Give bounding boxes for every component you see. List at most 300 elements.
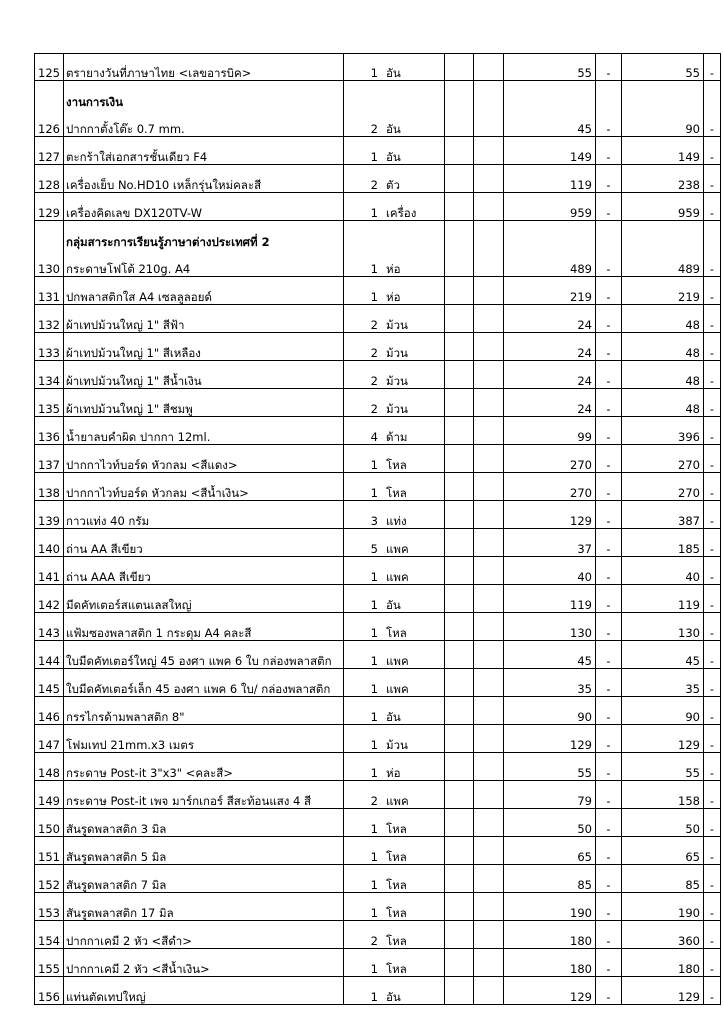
unit-price: 270 (504, 445, 596, 473)
total-amount: 90 (622, 697, 704, 725)
empty-cell (445, 333, 474, 361)
empty-cell (445, 641, 474, 669)
quantity-unit-cell (344, 949, 445, 977)
unit-price-satang: - (596, 837, 622, 865)
item-name: กรรไกรด้ามพลาสติก 8" (66, 710, 185, 724)
total-amount: 48 (622, 361, 704, 389)
unit-price-satang: - (596, 725, 622, 753)
total-satang: - (704, 669, 721, 697)
total-satang: - (704, 417, 721, 445)
unit-price: 24 (504, 333, 596, 361)
item-description-cell (64, 165, 344, 193)
empty-cell (474, 977, 504, 1005)
quantity-unit-cell (344, 809, 445, 837)
item-description-cell (64, 277, 344, 305)
unit-price: 180 (504, 921, 596, 949)
quantity: 1 (370, 66, 378, 80)
total-amount: 48 (622, 305, 704, 333)
empty-cell (474, 641, 504, 669)
empty-cell (445, 501, 474, 529)
quantity: 1 (370, 990, 378, 1004)
empty-cell (474, 697, 504, 725)
empty-cell (474, 585, 504, 613)
total-amount: 130 (622, 613, 704, 641)
item-name: สันรูดพลาสติก 3 มิล (66, 822, 167, 836)
quantity: 2 (370, 402, 378, 416)
total-satang: - (704, 529, 721, 557)
empty-cell (474, 501, 504, 529)
table-row (35, 585, 721, 613)
empty-cell (474, 893, 504, 921)
unit: แพค (386, 542, 409, 556)
quantity-unit-cell (344, 277, 445, 305)
total-amount: 65 (622, 837, 704, 865)
table-row (35, 137, 721, 165)
quantity-unit-cell (344, 137, 445, 165)
unit-price-satang: - (596, 137, 622, 165)
quantity: 2 (370, 346, 378, 360)
unit: อัน (386, 598, 401, 612)
empty-cell (474, 753, 504, 781)
total-satang: - (704, 54, 721, 81)
item-description-cell (64, 389, 344, 417)
table-row (35, 361, 721, 389)
table-row (35, 389, 721, 417)
row-number: 126 (35, 81, 64, 137)
quantity: 4 (370, 430, 378, 444)
unit: ตัว (386, 178, 400, 192)
empty-cell (474, 669, 504, 697)
empty-cell (474, 305, 504, 333)
row-number: 153 (35, 893, 64, 921)
total-amount: 219 (622, 277, 704, 305)
total-satang: - (704, 697, 721, 725)
row-number: 136 (35, 417, 64, 445)
table-row (35, 669, 721, 697)
row-number: 130 (35, 221, 64, 277)
table-row (35, 221, 721, 277)
total-amount: 959 (622, 193, 704, 221)
item-description-cell (64, 445, 344, 473)
unit-price: 219 (504, 277, 596, 305)
item-name: โฟมเทป 21mm.x3 เมตร (66, 738, 194, 752)
item-description-cell (64, 333, 344, 361)
quantity: 1 (370, 962, 378, 976)
unit-price: 149 (504, 137, 596, 165)
empty-cell (445, 277, 474, 305)
unit-price: 130 (504, 613, 596, 641)
item-description-cell (64, 221, 344, 277)
item-description-cell (64, 865, 344, 893)
quantity-unit-cell (344, 389, 445, 417)
quantity-unit-cell (344, 837, 445, 865)
unit-price: 489 (504, 221, 596, 277)
item-name: ถ่าน AAA สีเขียว (66, 570, 151, 584)
unit-price-satang: - (596, 949, 622, 977)
unit: อัน (386, 122, 401, 136)
item-name: มีดคัทเตอร์สแตนเลสใหญ่ (66, 598, 192, 612)
item-name: ผ้าเทปม้วนใหญ่ 1" สีชมพู (66, 402, 193, 416)
item-name: ปากกาเคมี 2 หัว <สีน้ำเงิน> (66, 962, 210, 976)
row-number: 149 (35, 781, 64, 809)
total-satang: - (704, 361, 721, 389)
table-row (35, 333, 721, 361)
total-satang: - (704, 501, 721, 529)
unit-price: 50 (504, 809, 596, 837)
table-row (35, 417, 721, 445)
unit-price-satang: - (596, 501, 622, 529)
total-amount: 270 (622, 445, 704, 473)
empty-cell (445, 921, 474, 949)
empty-cell (474, 613, 504, 641)
total-satang: - (704, 865, 721, 893)
quantity-unit-cell (344, 613, 445, 641)
empty-cell (445, 781, 474, 809)
unit: แท่ง (386, 514, 407, 528)
row-number: 134 (35, 361, 64, 389)
total-amount: 35 (622, 669, 704, 697)
quantity: 1 (370, 598, 378, 612)
item-description-cell (64, 305, 344, 333)
total-amount: 489 (622, 221, 704, 277)
empty-cell (445, 193, 474, 221)
empty-cell (474, 361, 504, 389)
quantity-unit-cell (344, 361, 445, 389)
unit-price-satang: - (596, 333, 622, 361)
row-number: 147 (35, 725, 64, 753)
quantity: 1 (370, 850, 378, 864)
total-amount: 119 (622, 585, 704, 613)
empty-cell (474, 529, 504, 557)
quantity-unit-cell (344, 473, 445, 501)
quantity-unit-cell (344, 753, 445, 781)
item-description-cell (64, 893, 344, 921)
total-amount: 90 (622, 81, 704, 137)
empty-cell (445, 893, 474, 921)
total-satang: - (704, 725, 721, 753)
quantity-unit-cell (344, 893, 445, 921)
empty-cell (474, 165, 504, 193)
total-satang: - (704, 305, 721, 333)
total-amount: 129 (622, 725, 704, 753)
empty-cell (474, 809, 504, 837)
unit-price: 90 (504, 697, 596, 725)
row-number: 154 (35, 921, 64, 949)
empty-cell (445, 54, 474, 81)
unit-price: 180 (504, 949, 596, 977)
row-number: 156 (35, 977, 64, 1005)
unit: อัน (386, 66, 401, 80)
row-number: 128 (35, 165, 64, 193)
unit: อัน (386, 990, 401, 1004)
empty-cell (445, 361, 474, 389)
table-row (35, 949, 721, 977)
item-description-cell (64, 473, 344, 501)
item-description-cell (64, 949, 344, 977)
item-description-cell (64, 809, 344, 837)
unit: เครื่อง (386, 206, 417, 220)
unit-price-satang: - (596, 305, 622, 333)
quantity-unit-cell (344, 977, 445, 1005)
empty-cell (445, 389, 474, 417)
total-amount: 360 (622, 921, 704, 949)
row-number: 127 (35, 137, 64, 165)
item-name: ผ้าเทปม้วนใหญ่ 1" สีฟ้า (66, 318, 185, 332)
unit-price: 35 (504, 669, 596, 697)
unit-price: 119 (504, 165, 596, 193)
row-number: 131 (35, 277, 64, 305)
quantity: 1 (370, 822, 378, 836)
quantity-unit-cell (344, 221, 445, 277)
total-amount: 129 (622, 977, 704, 1005)
unit-price-satang: - (596, 921, 622, 949)
item-name: ผ้าเทปม้วนใหญ่ 1" สีน้ำเงิน (66, 374, 202, 388)
unit-price-satang: - (596, 277, 622, 305)
row-number: 133 (35, 333, 64, 361)
row-number: 148 (35, 753, 64, 781)
unit: ม้วน (386, 738, 408, 752)
unit-price-satang: - (596, 977, 622, 1005)
total-satang: - (704, 137, 721, 165)
total-amount: 190 (622, 893, 704, 921)
quantity: 1 (370, 570, 378, 584)
item-description-cell (64, 781, 344, 809)
quantity-unit-cell (344, 921, 445, 949)
unit-price-satang: - (596, 221, 622, 277)
unit: โหล (386, 878, 407, 892)
table-row (35, 81, 721, 137)
item-description-cell (64, 613, 344, 641)
unit-price: 129 (504, 501, 596, 529)
empty-cell (474, 333, 504, 361)
quantity: 1 (370, 486, 378, 500)
quantity: 2 (370, 934, 378, 948)
unit: ห่อ (386, 290, 401, 304)
item-name: กระดาษ Post-it 3"x3" <คละสี> (66, 766, 233, 780)
quantity-unit-cell (344, 725, 445, 753)
unit: โหล (386, 626, 407, 640)
unit-price: 24 (504, 305, 596, 333)
unit-price-satang: - (596, 557, 622, 585)
item-description-cell (64, 977, 344, 1005)
empty-cell (474, 417, 504, 445)
item-name: เครื่องคิดเลข DX120TV-W (66, 206, 202, 220)
unit: โหล (386, 906, 407, 920)
table-row (35, 445, 721, 473)
quantity: 2 (370, 374, 378, 388)
empty-cell (445, 697, 474, 725)
quantity: 2 (370, 178, 378, 192)
table-row (35, 725, 721, 753)
quantity: 3 (370, 514, 378, 528)
table-row (35, 977, 721, 1005)
quantity-unit-cell (344, 81, 445, 137)
row-number: 146 (35, 697, 64, 725)
table-row (35, 809, 721, 837)
unit: โหล (386, 934, 407, 948)
table-row (35, 193, 721, 221)
quantity: 2 (370, 318, 378, 332)
unit: แพค (386, 570, 409, 584)
item-description-cell (64, 753, 344, 781)
unit: โหล (386, 486, 407, 500)
table-row (35, 529, 721, 557)
quantity-unit-cell (344, 781, 445, 809)
total-amount: 270 (622, 473, 704, 501)
item-name: กระดาษ Post-it เพจ มาร์กเกอร์ สีสะท้อนแสง 4 สี (66, 794, 312, 808)
unit-price: 119 (504, 585, 596, 613)
row-number: 143 (35, 613, 64, 641)
item-name: สันรูดพลาสติก 5 มิล (66, 850, 167, 864)
item-name: แท่นตัดเทปใหญ่ (66, 990, 146, 1004)
empty-cell (445, 669, 474, 697)
quantity-unit-cell (344, 641, 445, 669)
quantity-unit-cell (344, 417, 445, 445)
total-satang: - (704, 277, 721, 305)
empty-cell (474, 81, 504, 137)
row-number: 132 (35, 305, 64, 333)
item-name: ปกพลาสติกใส A4 เซลลูลอยด์ (66, 290, 212, 304)
quantity: 1 (370, 654, 378, 668)
unit-price-satang: - (596, 809, 622, 837)
unit: โหล (386, 822, 407, 836)
item-name: ผ้าเทปม้วนใหญ่ 1" สีเหลือง (66, 346, 201, 360)
table-row (35, 921, 721, 949)
quantity-unit-cell (344, 305, 445, 333)
item-description-cell (64, 501, 344, 529)
quantity-unit-cell (344, 165, 445, 193)
quantity-unit-cell (344, 333, 445, 361)
total-amount: 396 (622, 417, 704, 445)
empty-cell (445, 81, 474, 137)
unit: ด้าม (386, 430, 408, 444)
unit-price-satang: - (596, 473, 622, 501)
total-satang: - (704, 753, 721, 781)
unit-price-satang: - (596, 361, 622, 389)
total-amount: 387 (622, 501, 704, 529)
quantity: 1 (370, 458, 378, 472)
row-number: 145 (35, 669, 64, 697)
unit: ห่อ (386, 262, 401, 276)
unit-price: 190 (504, 893, 596, 921)
empty-cell (474, 473, 504, 501)
quantity-unit-cell (344, 193, 445, 221)
table-row (35, 277, 721, 305)
item-description-cell (64, 669, 344, 697)
unit-price-satang: - (596, 54, 622, 81)
total-satang: - (704, 473, 721, 501)
unit: ห่อ (386, 766, 401, 780)
empty-cell (445, 585, 474, 613)
item-description-cell (64, 641, 344, 669)
total-satang: - (704, 193, 721, 221)
total-amount: 85 (622, 865, 704, 893)
total-satang: - (704, 389, 721, 417)
total-satang: - (704, 585, 721, 613)
quantity: 1 (370, 766, 378, 780)
unit-price: 85 (504, 865, 596, 893)
item-description-cell (64, 921, 344, 949)
quantity: 1 (370, 262, 378, 276)
item-name: ปากกาไวท์บอร์ด หัวกลม <สีแดง> (66, 458, 238, 472)
row-number: 129 (35, 193, 64, 221)
empty-cell (445, 165, 474, 193)
item-name: ตรายางวันที่ภาษาไทย <เลขอารบิค> (66, 66, 252, 80)
unit-price: 45 (504, 641, 596, 669)
total-amount: 180 (622, 949, 704, 977)
empty-cell (445, 137, 474, 165)
quantity-unit-cell (344, 54, 445, 81)
total-satang: - (704, 557, 721, 585)
table-row (35, 837, 721, 865)
empty-cell (445, 529, 474, 557)
unit-price-satang: - (596, 781, 622, 809)
unit-price: 24 (504, 361, 596, 389)
unit: แพค (386, 794, 409, 808)
total-satang: - (704, 977, 721, 1005)
empty-cell (474, 949, 504, 977)
empty-cell (445, 837, 474, 865)
total-satang: - (704, 949, 721, 977)
unit: อัน (386, 710, 401, 724)
unit-price-satang: - (596, 753, 622, 781)
item-description-cell (64, 137, 344, 165)
total-amount: 48 (622, 333, 704, 361)
row-number: 138 (35, 473, 64, 501)
empty-cell (445, 305, 474, 333)
total-amount: 45 (622, 641, 704, 669)
empty-cell (445, 557, 474, 585)
table-row (35, 753, 721, 781)
item-name: ตะกร้าใส่เอกสารชั้นเดียว F4 (66, 150, 208, 164)
unit-price: 55 (504, 753, 596, 781)
unit-price-satang: - (596, 81, 622, 137)
quantity: 1 (370, 150, 378, 164)
unit-price-satang: - (596, 165, 622, 193)
empty-cell (445, 977, 474, 1005)
unit-price-satang: - (596, 613, 622, 641)
unit-price: 129 (504, 725, 596, 753)
table-row (35, 641, 721, 669)
item-name: ปากกาเคมี 2 หัว <สีดำ> (66, 934, 192, 948)
item-description-cell (64, 529, 344, 557)
empty-cell (445, 809, 474, 837)
section-heading: งานการเงิน (66, 95, 123, 109)
item-name: ใบมีดคัทเตอร์ใหญ่ 45 องศา แพค 6 ใบ กล่องพลาสติก (66, 654, 332, 668)
empty-cell (474, 557, 504, 585)
empty-cell (474, 389, 504, 417)
table-row (35, 165, 721, 193)
unit: โหล (386, 850, 407, 864)
total-amount: 50 (622, 809, 704, 837)
empty-cell (445, 753, 474, 781)
quantity: 1 (370, 206, 378, 220)
row-number: 141 (35, 557, 64, 585)
item-description-cell (64, 585, 344, 613)
quantity-unit-cell (344, 445, 445, 473)
quantity: 2 (370, 122, 378, 136)
unit-price-satang: - (596, 865, 622, 893)
table-row (35, 305, 721, 333)
quantity: 1 (370, 626, 378, 640)
unit: ม้วน (386, 346, 408, 360)
item-name: แฟ้มซองพลาสติก 1 กระดุม A4 คละสี (66, 626, 252, 640)
unit-price-satang: - (596, 193, 622, 221)
empty-cell (445, 417, 474, 445)
unit: โหล (386, 962, 407, 976)
quantity: 1 (370, 290, 378, 304)
empty-cell (474, 725, 504, 753)
